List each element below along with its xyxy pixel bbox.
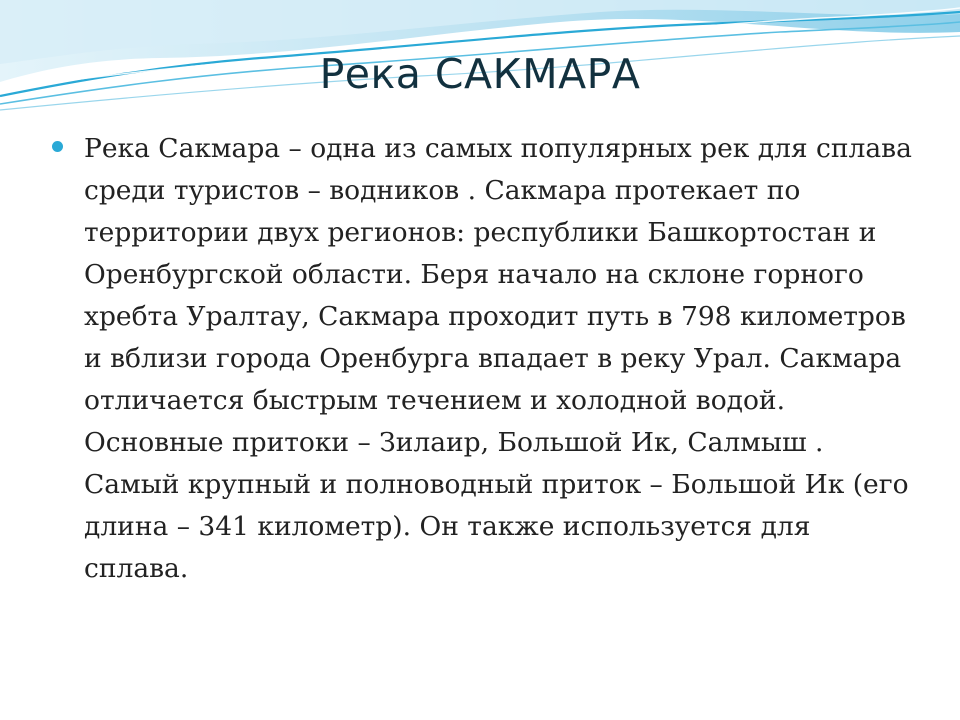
bullet-dot-icon xyxy=(52,141,63,152)
bullet-item xyxy=(52,128,912,590)
slide-title: Река САКМАРА xyxy=(319,50,641,98)
slide-body xyxy=(52,128,912,590)
bullet-text: Река Сакмара – одна из самых популярных рек для сплава среди туристов – водников . Сакмара протекает по территории двух регионов: республики Башкортостан и Оренбургской области. Беря начало на склоне горного хребта Уралтау, Сакмара проходит путь в 798 километров и вблизи города Оренбурга впадает в реку Урал. Сакмара отличается быстрым течением и холодной водой. Основные притоки – Зилаир, Большой Ик, Салмыш . Самый крупный и полноводный приток – Большой Ик (его длина – 341 километр). Он также используется для сплава. xyxy=(84,133,912,584)
